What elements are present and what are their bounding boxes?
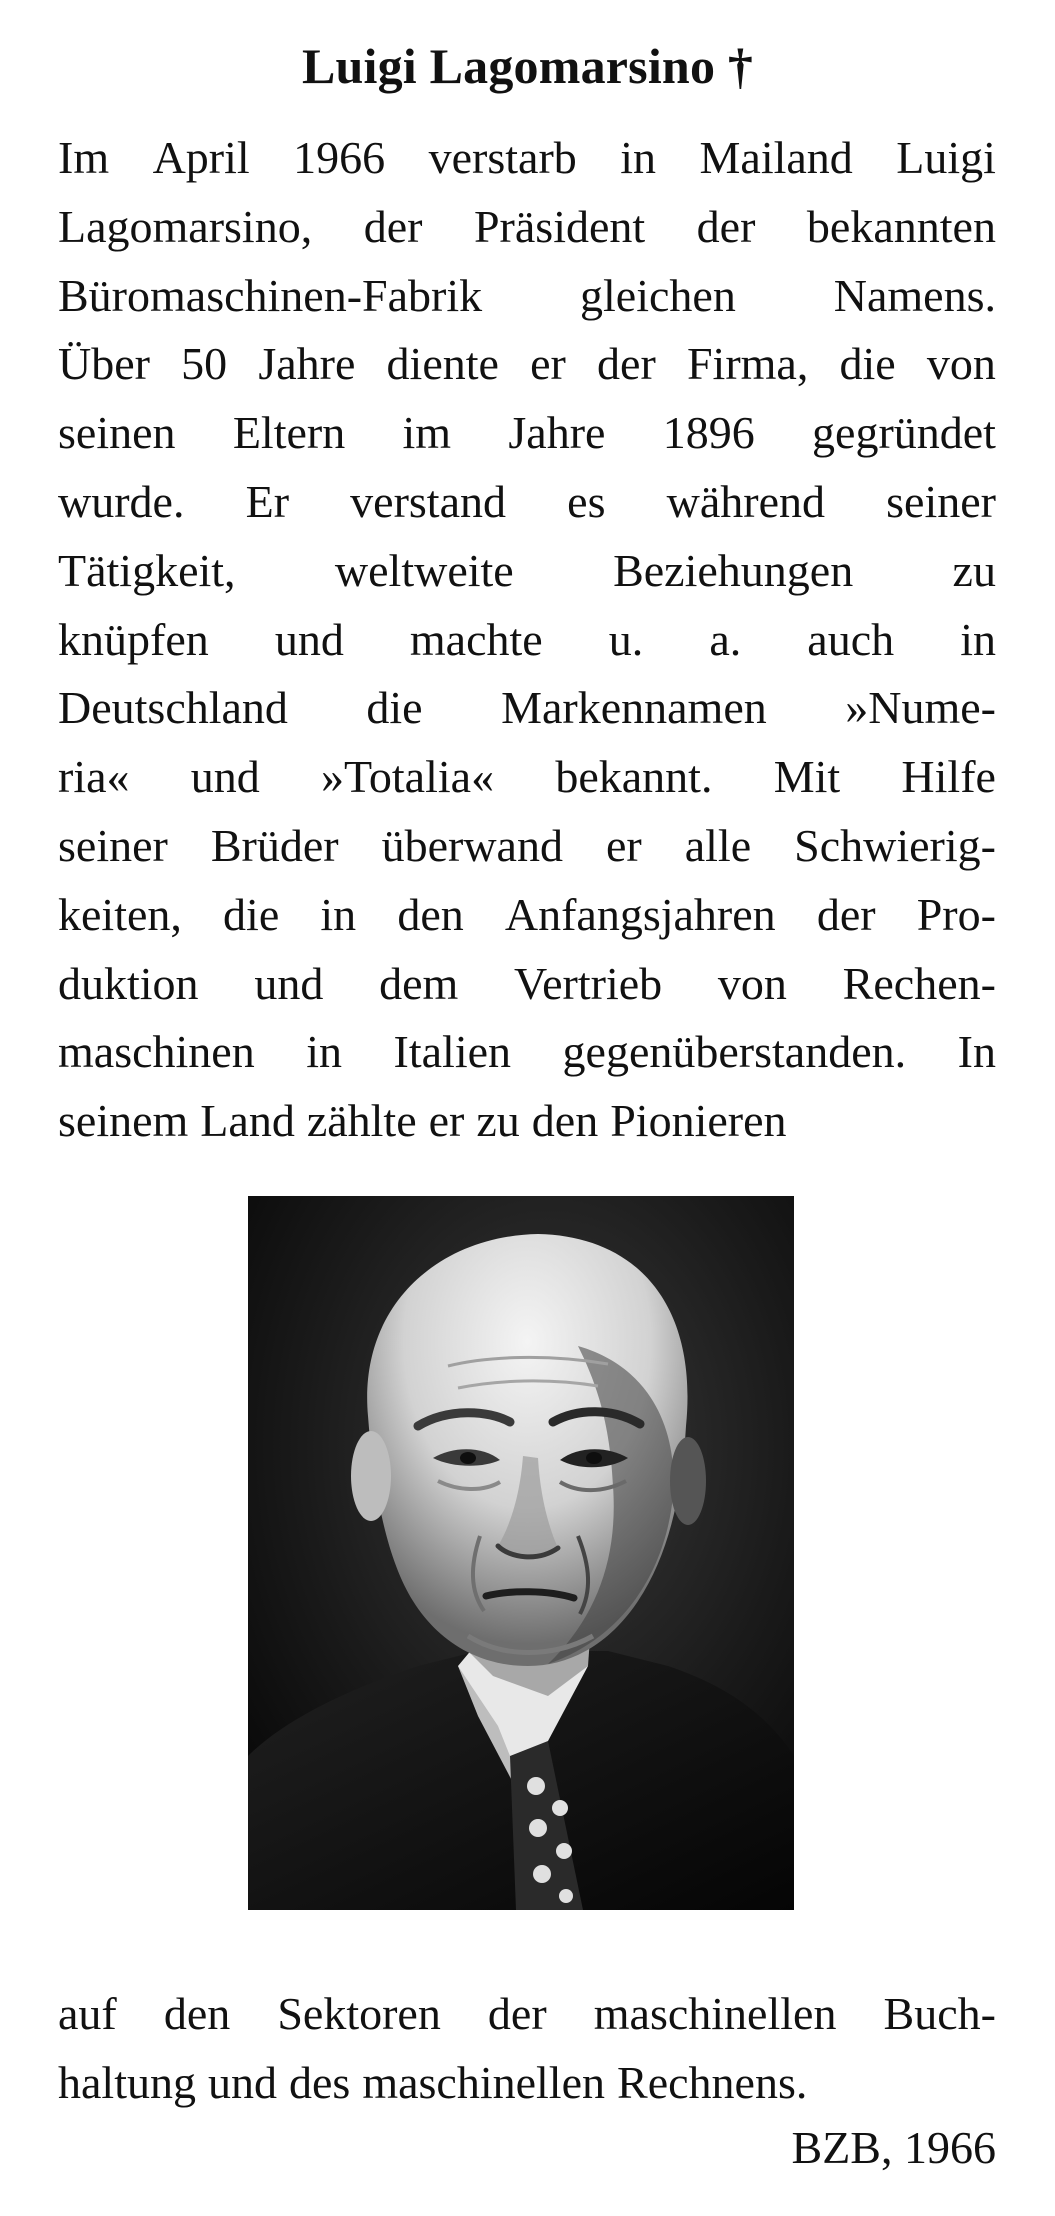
word: alle	[684, 819, 752, 871]
word: haltung	[58, 2056, 196, 2108]
word: seinem	[58, 1095, 189, 1147]
word: der	[816, 888, 876, 940]
text-line	[58, 606, 996, 675]
word: zählte	[306, 1095, 417, 1147]
word: zu	[476, 1095, 520, 1147]
word: verstand	[350, 475, 507, 527]
article-paragraph-1	[58, 124, 996, 1156]
word: Tätigkeit,	[58, 544, 236, 596]
word: und	[190, 751, 260, 803]
word: Rechnens.	[617, 2056, 808, 2108]
word: gleichen	[580, 269, 736, 321]
word: 1896	[662, 407, 755, 459]
word: Vertrieb	[514, 957, 663, 1009]
word: weltweite	[334, 544, 514, 596]
word: Er	[245, 475, 290, 527]
word: Buch-	[883, 1988, 996, 2039]
word: Pro-	[916, 888, 996, 940]
word: die	[366, 682, 423, 734]
word: gegründet	[812, 407, 996, 459]
word: Im	[58, 132, 110, 183]
word: In	[957, 1026, 996, 1078]
text-line	[58, 124, 996, 193]
word: bekannt.	[555, 751, 713, 803]
word: a.	[709, 613, 742, 665]
article-paragraph-2	[58, 1980, 996, 2118]
word: der	[696, 200, 756, 252]
word: Sektoren	[277, 1988, 441, 2039]
word: duktion	[58, 957, 199, 1009]
word: Mailand	[699, 132, 853, 183]
word: auch	[807, 613, 895, 665]
word: Brüder	[210, 819, 339, 871]
word: Über	[58, 338, 150, 390]
word: während	[666, 475, 825, 527]
word: den	[531, 1095, 599, 1147]
word: Mit	[773, 751, 841, 803]
word: keiten,	[58, 888, 182, 940]
word: zu	[952, 544, 996, 596]
word: »Nume-	[845, 682, 996, 734]
text-line	[58, 193, 996, 262]
word: Rechen-	[842, 957, 996, 1009]
text-line	[58, 2049, 996, 2118]
word: 1966	[293, 132, 386, 183]
word: Schwierig-	[794, 819, 996, 871]
word: in	[320, 888, 357, 940]
word: Land	[200, 1095, 295, 1147]
word: seiner	[58, 819, 168, 871]
text-line	[58, 1980, 996, 2049]
word: machte	[409, 613, 543, 665]
word: 50	[181, 338, 228, 390]
word: die	[223, 888, 280, 940]
word: Luigi	[896, 132, 996, 183]
text-line	[58, 881, 996, 950]
word: Präsident	[473, 200, 646, 252]
word: u.	[608, 613, 644, 665]
word: gegenüberstanden.	[562, 1026, 907, 1078]
word: Firma,	[686, 338, 809, 390]
portrait-photo	[248, 1196, 794, 1910]
word: Eltern	[232, 407, 346, 459]
word: Namens.	[833, 269, 996, 321]
word: diente	[386, 338, 499, 390]
word: des	[288, 2056, 351, 2108]
word: Jahre	[258, 338, 356, 390]
word: und	[254, 957, 324, 1009]
word: und	[207, 2056, 277, 2108]
word: Markennamen	[501, 682, 767, 734]
word: »Totalia«	[321, 751, 495, 803]
word: April	[152, 132, 250, 183]
word: bekannten	[806, 200, 996, 252]
word: Beziehungen	[613, 544, 854, 596]
word: seiner	[886, 475, 996, 527]
text-line	[58, 1018, 996, 1087]
word: Büromaschinen-Fabrik	[58, 269, 483, 321]
word: Jahre	[508, 407, 606, 459]
source-citation: BZB, 1966	[791, 2122, 996, 2173]
word: in	[960, 613, 996, 665]
article-title: Luigi Lagomarsino †	[301, 38, 754, 94]
word: Anfangsjahren	[504, 888, 776, 940]
word: verstarb	[428, 132, 577, 183]
word: maschinellen	[362, 2056, 606, 2108]
text-line	[58, 468, 996, 537]
text-line	[58, 743, 996, 812]
word: auf	[58, 1988, 117, 2039]
text-line	[58, 674, 996, 743]
word: knüpfen	[58, 613, 209, 665]
word: überwand	[381, 819, 563, 871]
portrait-illustration	[248, 1196, 794, 1910]
word: von	[926, 338, 996, 390]
word: er	[428, 1095, 465, 1147]
text-line	[58, 399, 996, 468]
word: der	[597, 338, 656, 390]
word: maschinen	[58, 1026, 255, 1078]
word: seinen	[58, 407, 176, 459]
text-line	[58, 812, 996, 881]
word: in	[306, 1026, 343, 1078]
word: und	[274, 613, 344, 665]
word: Pionieren	[610, 1095, 787, 1147]
word: Lagomarsino,	[58, 200, 313, 252]
word: in	[620, 132, 657, 183]
text-line	[58, 1087, 996, 1156]
word: Deutschland	[58, 682, 288, 734]
word: der	[487, 1988, 547, 2039]
word: Italien	[393, 1026, 512, 1078]
text-line	[58, 950, 996, 1019]
word: die	[839, 338, 896, 390]
word: den	[163, 1988, 231, 2039]
word: wurde.	[58, 475, 185, 527]
word: maschinellen	[593, 1988, 837, 2039]
text-line	[58, 262, 996, 331]
word: den	[397, 888, 464, 940]
text-line	[58, 537, 996, 606]
word: er	[605, 819, 642, 871]
word: der	[363, 200, 423, 252]
text-line	[58, 330, 996, 399]
word: von	[717, 957, 787, 1009]
word: im	[402, 407, 452, 459]
word: dem	[379, 957, 459, 1009]
word: er	[530, 338, 566, 390]
word: Hilfe	[901, 751, 996, 803]
word: ria«	[58, 751, 130, 803]
word: es	[567, 475, 606, 527]
